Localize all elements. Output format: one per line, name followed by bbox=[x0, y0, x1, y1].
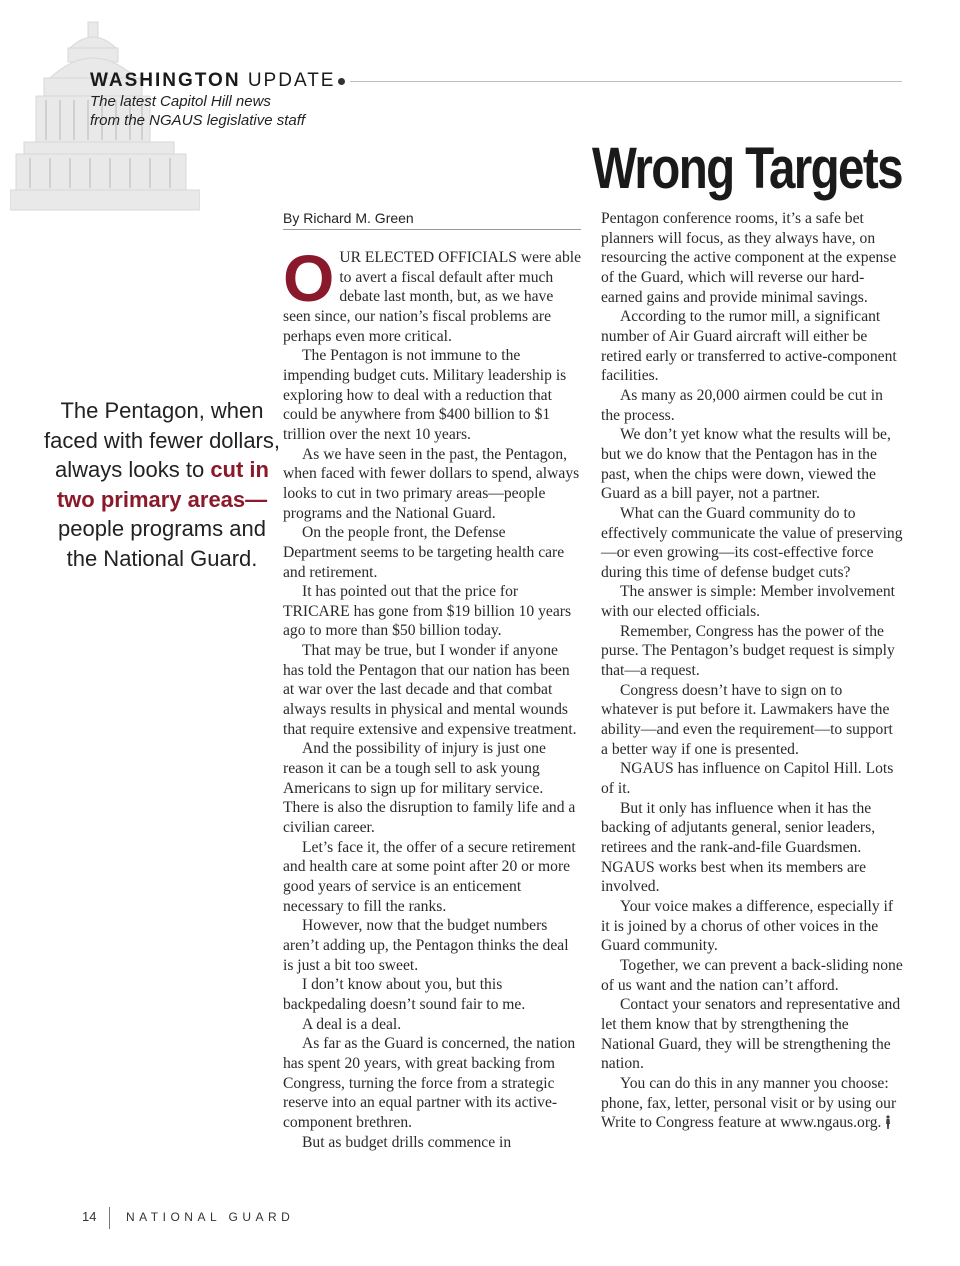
paragraph: On the people front, the Defense Department seems to be targeting health care and retirement. bbox=[283, 524, 565, 581]
paragraph: Congress doesn’t have to sign on to whatever is put before it. Lawmakers have the ability—and even the requirement—to support a better way if one is presented. bbox=[601, 681, 893, 758]
paragraph: And the possibility of injury is just one reason it can be a tough sell to ask young Americans to sign up for military service. There is also the disruption to family life and a civilian career. bbox=[283, 740, 576, 837]
section-kicker-light: UPDATE bbox=[247, 70, 336, 91]
section-kicker bbox=[90, 70, 336, 92]
magazine-name: NATIONAL GUARD bbox=[126, 1210, 295, 1224]
section-header bbox=[90, 70, 336, 130]
header-rule bbox=[350, 81, 902, 82]
paragraph: As we have seen in the past, the Pentagon, when faced with fewer dollars to spend, always looks to cut in two primary areas—people programs and the National Guard. bbox=[283, 445, 580, 522]
section-subtitle-1: The latest Capitol Hill news bbox=[90, 93, 271, 110]
paragraph: As far as the Guard is concerned, the nation has spent 20 years, with great backing from Congress, turning the force from a strategic reserve into an equal partner with its active-component brethren. bbox=[283, 1035, 576, 1131]
paragraph: It has pointed out that the price for TRICARE has gone from $19 billion 10 years ago to more than $50 billion today. bbox=[283, 583, 572, 640]
paragraph: That may be true, but I wonder if anyone has told the Pentagon that our nation has been at war over the last decade and that combat always results in physical and mental wounds that require extensive and expensive treatment. bbox=[283, 642, 577, 738]
paragraph: Pentagon conference rooms, it’s a safe bet planners will focus, as they always have, on resourcing the active component at the expense of the Guard, which will reverse our hard-earned gains and provide minimal savings. bbox=[601, 210, 897, 306]
paragraph: What can the Guard community do to effectively communicate the value of preserving—or even growing—its cost-effective force during this time of defense budget cuts? bbox=[601, 504, 903, 581]
paragraph: Together, we can prevent a back-sliding none of us want and the nation can’t afford. bbox=[601, 956, 903, 994]
header-rule-dot bbox=[338, 78, 345, 85]
section-subtitle-2: from the NGAUS legislative staff bbox=[90, 112, 306, 129]
paragraph: The Pentagon is not immune to the impending budget cuts. Military leadership is exploring how to deal with a reduction that could be anywhere from $400 billion to $1 trillion over the next 10 years. bbox=[283, 347, 567, 443]
paragraph: The answer is simple: Member involvement with our elected officials. bbox=[601, 583, 895, 621]
pull-quote bbox=[44, 396, 280, 574]
paragraph: Remember, Congress has the power of the purse. The Pentagon’s budget request is simply that—a request. bbox=[601, 622, 895, 680]
article-column-1 bbox=[283, 241, 582, 1152]
paragraph: Let’s face it, the offer of a secure retirement and health care at some point after 20 or more good years of service is an enticement necessary to fill the ranks. bbox=[283, 838, 576, 915]
minuteman-end-icon bbox=[885, 1115, 891, 1129]
pull-quote-after: people programs and the National Guard. bbox=[58, 516, 266, 571]
paragraph: According to the rumor mill, a significant number of Air Guard aircraft will either be retired early or transferred to active-component facilities. bbox=[601, 308, 897, 385]
paragraph: Contact your senators and representative and let them know that by strengthening the National Guard, they will be strengthening the nation. bbox=[601, 996, 901, 1073]
paragraph: However, now that the budget numbers aren’t adding up, the Pentagon thinks the deal is just a bit too sweet. bbox=[283, 917, 569, 974]
footer-divider bbox=[109, 1207, 110, 1229]
drop-cap: O bbox=[283, 241, 335, 315]
paragraph: As many as 20,000 airmen could be cut in the process. bbox=[601, 386, 883, 424]
paragraph: Your voice makes a difference, especially if it is joined by a chorus of other voices in the Guard community. bbox=[601, 897, 894, 955]
article-title: Wrong Targets bbox=[592, 136, 902, 201]
byline: By Richard M. Green bbox=[283, 210, 581, 230]
last-paragraph: You can do this in any manner you choose: phone, fax, letter, personal visit or by using our Write to Congress feature at www.ngaus.org. bbox=[601, 1074, 897, 1132]
article-column-2 bbox=[601, 209, 903, 1133]
paragraph: We don’t yet know what the results will be, but we do know that the Pentagon has in the past, when the chips were down, viewed the Guard as a bill payer, not a partner. bbox=[601, 426, 891, 503]
paragraph: I don’t know about you, but this backpedaling doesn’t sound fair to me. bbox=[283, 976, 526, 1013]
paragraph: OUR ELECTED OFFICIALS were able to avert a fiscal default after much debate last month, but, as we have seen since, our nation’s fiscal problems are perhaps even more critical. bbox=[283, 241, 582, 345]
section-kicker-bold: WASHINGTON bbox=[90, 70, 241, 91]
paragraph: But as budget drills commence in bbox=[302, 1133, 512, 1151]
paragraph: But it only has influence when it has the backing of adjutants general, senior leaders, retirees and the rank-and-file Guardsmen. NGAUS works best when its members are involved. bbox=[601, 799, 876, 896]
page-number: 14 bbox=[82, 1209, 97, 1224]
pull-quote-before: The Pentagon, when faced with fewer dollars, always looks to bbox=[44, 398, 280, 483]
paragraph: A deal is a deal. bbox=[302, 1015, 402, 1033]
pull-quote-highlight: cut in two primary areas— bbox=[56, 457, 269, 512]
paragraph: NGAUS has influence on Capitol Hill. Lots of it. bbox=[601, 760, 894, 798]
